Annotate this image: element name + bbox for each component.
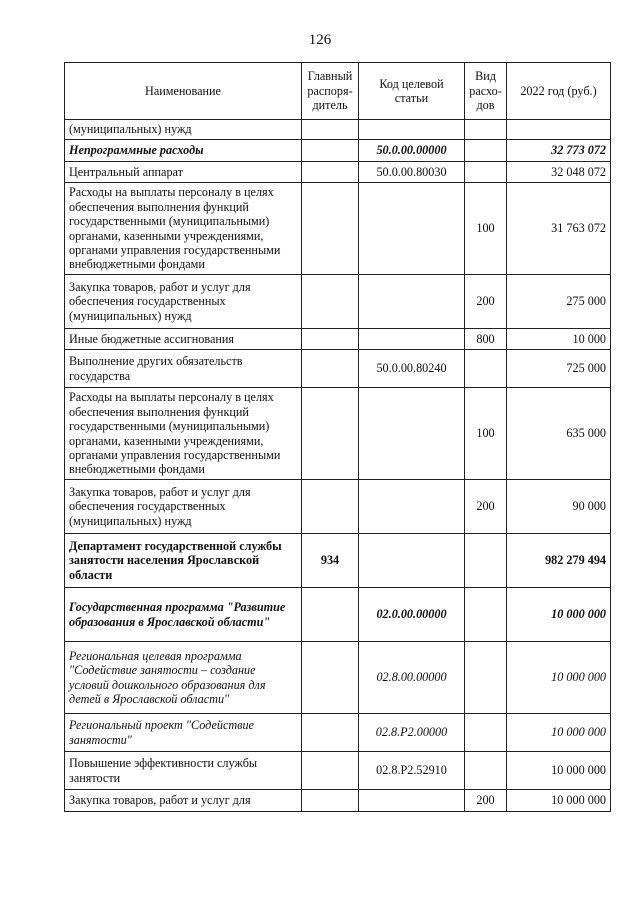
cell-amount: 10 000 000	[507, 588, 611, 642]
cell-kind	[465, 534, 507, 588]
cell-manager	[302, 275, 359, 329]
table-row	[65, 183, 611, 275]
cell-code	[359, 275, 465, 329]
cell-manager	[302, 588, 359, 642]
cell-kind: 800	[465, 329, 507, 350]
cell-manager	[302, 642, 359, 714]
cell-amount: 725 000	[507, 350, 611, 388]
cell-amount: 10 000	[507, 329, 611, 350]
cell-code: 02.8.P2.52910	[359, 752, 465, 790]
header-code: Код целевой статьи	[359, 63, 465, 120]
cell-manager	[302, 329, 359, 350]
cell-name: Повышение эффективности службы занятости	[65, 752, 302, 790]
cell-kind	[465, 714, 507, 752]
cell-amount: 31 763 072	[507, 183, 611, 275]
cell-code: 02.8.00.00000	[359, 642, 465, 714]
cell-kind	[465, 140, 507, 162]
table-row	[65, 275, 611, 329]
cell-name: Иные бюджетные ассигнования	[65, 329, 302, 350]
cell-amount: 10 000 000	[507, 642, 611, 714]
table-row	[65, 350, 611, 388]
cell-code	[359, 329, 465, 350]
cell-name: Выполнение других обязательств государства	[65, 350, 302, 388]
page-number: 126	[308, 32, 332, 48]
table-row	[65, 480, 611, 534]
cell-manager	[302, 388, 359, 480]
table-row	[65, 162, 611, 183]
table-body	[65, 120, 611, 812]
cell-name: Расходы на выплаты персоналу в целях обеспечения выполнения функций государственными (муниципальными) органами, казенными учреждениями, органами управления государственными внебюджетными фондами	[65, 183, 302, 275]
cell-name: Департамент государственной службы занятости населения Ярославской области	[65, 534, 302, 588]
cell-amount	[507, 120, 611, 140]
cell-kind	[465, 162, 507, 183]
table-row	[65, 642, 611, 714]
header-name: Наименование	[65, 63, 302, 120]
cell-name: Региональный проект "Содействие занятости"	[65, 714, 302, 752]
header-kind: Вид расхо-дов	[465, 63, 507, 120]
cell-amount: 10 000 000	[507, 790, 611, 812]
cell-name: Центральный аппарат	[65, 162, 302, 183]
cell-kind	[465, 350, 507, 388]
table-header-row	[65, 63, 611, 120]
cell-code	[359, 790, 465, 812]
budget-table	[64, 62, 611, 812]
cell-manager	[302, 140, 359, 162]
table-row	[65, 790, 611, 812]
cell-code	[359, 388, 465, 480]
table-row	[65, 752, 611, 790]
cell-kind	[465, 642, 507, 714]
table-row	[65, 329, 611, 350]
cell-manager	[302, 183, 359, 275]
cell-kind: 200	[465, 790, 507, 812]
cell-name: Закупка товаров, работ и услуг для	[65, 790, 302, 812]
cell-amount: 90 000	[507, 480, 611, 534]
table-row	[65, 714, 611, 752]
cell-manager	[302, 752, 359, 790]
cell-code: 50.0.00.80240	[359, 350, 465, 388]
cell-manager: 934	[302, 534, 359, 588]
cell-name: (муниципальных) нужд	[65, 120, 302, 140]
cell-name: Непрограммные расходы	[65, 140, 302, 162]
header-manager: Главный распоря-дитель	[302, 63, 359, 120]
cell-code	[359, 183, 465, 275]
cell-kind: 200	[465, 275, 507, 329]
cell-kind	[465, 120, 507, 140]
cell-code: 02.0.00.00000	[359, 588, 465, 642]
cell-code	[359, 480, 465, 534]
cell-amount: 635 000	[507, 388, 611, 480]
cell-manager	[302, 350, 359, 388]
cell-kind: 100	[465, 183, 507, 275]
cell-name: Государственная программа "Развитие образования в Ярославской области"	[65, 588, 302, 642]
cell-amount: 275 000	[507, 275, 611, 329]
cell-amount: 982 279 494	[507, 534, 611, 588]
cell-kind	[465, 588, 507, 642]
cell-amount: 10 000 000	[507, 752, 611, 790]
cell-name: Закупка товаров, работ и услуг для обеспечения государственных (муниципальных) нужд	[65, 480, 302, 534]
cell-name: Региональная целевая программа "Содействие занятости – создание условий дошкольного образования для детей в Ярославской области"	[65, 642, 302, 714]
table-row	[65, 588, 611, 642]
cell-name: Закупка товаров, работ и услуг для обеспечения государственных (муниципальных) нужд	[65, 275, 302, 329]
cell-manager	[302, 714, 359, 752]
header-amount: 2022 год (руб.)	[507, 63, 611, 120]
cell-amount: 32 048 072	[507, 162, 611, 183]
table-row	[65, 120, 611, 140]
cell-code: 50.0.00.00000	[359, 140, 465, 162]
cell-code: 02.8.P2.00000	[359, 714, 465, 752]
cell-code	[359, 120, 465, 140]
table-row	[65, 388, 611, 480]
table-row	[65, 140, 611, 162]
cell-name: Расходы на выплаты персоналу в целях обеспечения выполнения функций государственными (муниципальными) органами, казенными учреждениями, органами управления государственными внебюджетными фондами	[65, 388, 302, 480]
cell-manager	[302, 120, 359, 140]
cell-code	[359, 534, 465, 588]
cell-kind	[465, 752, 507, 790]
table-row	[65, 534, 611, 588]
cell-amount: 10 000 000	[507, 714, 611, 752]
cell-manager	[302, 480, 359, 534]
cell-kind: 200	[465, 480, 507, 534]
cell-kind: 100	[465, 388, 507, 480]
cell-manager	[302, 790, 359, 812]
cell-code: 50.0.00.80030	[359, 162, 465, 183]
cell-manager	[302, 162, 359, 183]
cell-amount: 32 773 072	[507, 140, 611, 162]
